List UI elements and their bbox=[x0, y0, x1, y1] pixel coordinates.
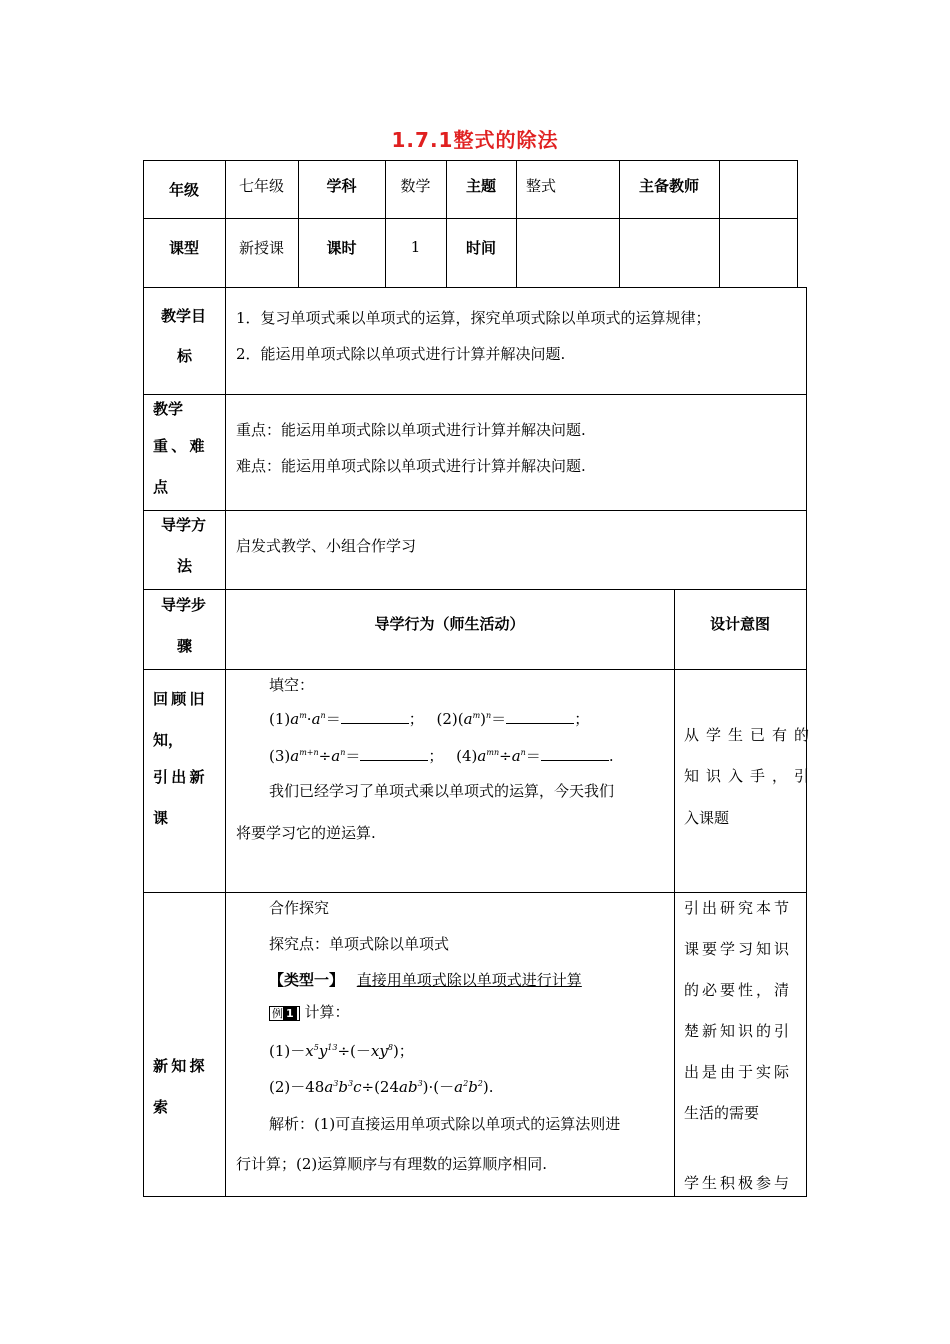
answer-blank-3[interactable] bbox=[360, 746, 428, 761]
goals-line-2: 2．能运用单项式除以单项式进行计算并解决问题. bbox=[236, 345, 566, 363]
explore-intent-2: 课要学习知识 bbox=[684, 940, 793, 958]
activity-header: 导学行为（师生活动） bbox=[374, 614, 525, 633]
explore-point: 探究点：单项式除以单项式 bbox=[269, 935, 450, 953]
question-1-2: $(1)a^m\cdot a^n=$ ； $(2)(a^m)^n=$ ； bbox=[269, 710, 590, 728]
keypoints-line-1: 重点：能运用单项式除以单项式进行计算并解决问题. bbox=[236, 421, 586, 439]
answer-blank-4[interactable] bbox=[541, 746, 609, 761]
coop-heading: 合作探究 bbox=[269, 899, 330, 917]
review-intent-1: 从学生已有的 bbox=[684, 726, 817, 744]
explore-intent-7: 学生积极参与 bbox=[684, 1174, 793, 1192]
subject-value: 数学 bbox=[400, 176, 431, 195]
example-badge: 例 1 bbox=[269, 1006, 300, 1021]
teacher-label: 主备教师 bbox=[638, 176, 699, 195]
time-label: 时间 bbox=[465, 238, 496, 257]
answer-blank-2[interactable] bbox=[506, 709, 574, 724]
period-value: 1 bbox=[410, 238, 421, 256]
grade-value: 七年级 bbox=[238, 176, 284, 195]
expression-1: $(1)-x^5y^{13}\div(-xy^8)$； bbox=[269, 1042, 414, 1060]
explore-label-2: 索 bbox=[153, 1098, 169, 1116]
fill-prompt: 填空： bbox=[269, 676, 315, 694]
steps-label-2: 骤 bbox=[177, 637, 193, 655]
answer-blank-1[interactable] bbox=[341, 709, 409, 724]
steps-label-1: 导学步 bbox=[161, 596, 207, 614]
review-label-3: 引 出 新 bbox=[153, 768, 205, 786]
analysis-line-2: 行计算；(2)运算顺序与有理数的运算顺序相同. bbox=[236, 1155, 548, 1173]
review-text-2: 将要学习它的逆运算. bbox=[236, 824, 376, 842]
method-value: 启发式教学、小组合作学习 bbox=[236, 537, 417, 555]
type-label: 课型 bbox=[168, 238, 199, 257]
subject-label: 学科 bbox=[326, 176, 357, 195]
method-label-2: 法 bbox=[177, 557, 193, 575]
type-one: 【类型一】 直接用单项式除以单项式进行计算 bbox=[269, 971, 582, 989]
explore-label-1: 新 知 探 bbox=[153, 1057, 205, 1075]
grade-label: 年级 bbox=[168, 180, 199, 199]
keypoints-line-2: 难点：能运用单项式除以单项式进行计算并解决问题. bbox=[236, 457, 586, 475]
review-label-2: 知， bbox=[153, 731, 184, 749]
explore-intent-1: 引出研究本节 bbox=[684, 899, 793, 917]
question-3-4: $(3)a^{m+n}\div a^n=$ ； $(4)a^{mn}\div a^n=$ . bbox=[269, 747, 614, 765]
goals-label-1: 教学目 bbox=[161, 307, 207, 325]
analysis-line-1: 解析：(1)可直接运用单项式除以单项式的运算法则进 bbox=[269, 1115, 621, 1133]
explore-intent-4: 楚新知识的引 bbox=[684, 1022, 793, 1040]
topic-label: 主题 bbox=[465, 176, 496, 195]
review-intent-3: 入课题 bbox=[684, 809, 730, 827]
expression-2: $(2)-48a^3b^3c\div(24ab^3)\cdot(-a^2b^2)$. bbox=[269, 1078, 494, 1096]
page-title: 1.7.1整式的除法 bbox=[391, 128, 559, 152]
goals-line-1: 1．复习单项式乘以单项式的运算，探究单项式除以单项式的运算规律； bbox=[236, 309, 711, 327]
type-value: 新授课 bbox=[238, 238, 284, 257]
keypoints-label-1: 教学 bbox=[153, 400, 184, 418]
example-1: 例 1 计算： bbox=[269, 1001, 349, 1022]
explore-intent-6: 生活的需要 bbox=[684, 1104, 760, 1122]
explore-intent-3: 的必要性，清 bbox=[684, 981, 793, 999]
review-text-1: 我们已经学习了单项式乘以单项式的运算，今天我们 bbox=[269, 782, 615, 800]
period-label: 课时 bbox=[326, 238, 357, 257]
intent-header: 设计意图 bbox=[709, 614, 770, 633]
explore-intent-5: 出是由于实际 bbox=[684, 1063, 793, 1081]
topic-value: 整式 bbox=[526, 177, 557, 195]
review-intent-2: 知识入手，引 bbox=[684, 767, 817, 785]
goals-label-2: 标 bbox=[177, 347, 193, 365]
review-label-1: 回 顾 旧 bbox=[153, 690, 205, 708]
keypoints-label-2: 重 、 难 bbox=[153, 437, 205, 455]
review-label-4: 课 bbox=[153, 809, 169, 827]
keypoints-label-3: 点 bbox=[153, 478, 169, 496]
method-label-1: 导学方 bbox=[161, 516, 207, 534]
